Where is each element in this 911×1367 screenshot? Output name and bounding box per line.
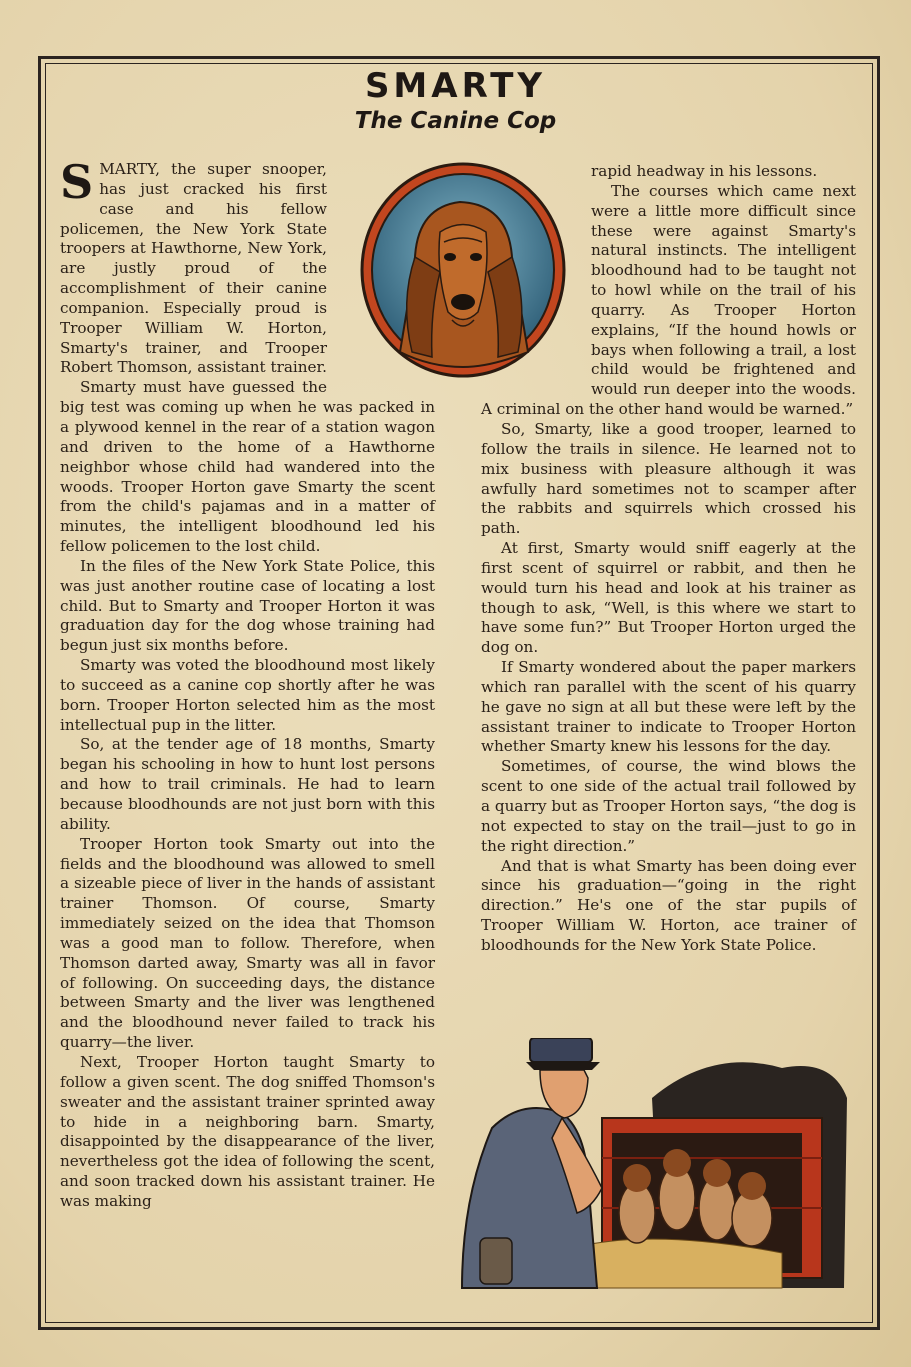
trooper-with-puppies-illustration	[452, 1038, 862, 1314]
paragraph: So, at the tender age of 18 months, Smarty began his schooling in how to hunt lost persons and how to trail criminals. He had to learn because bloodhounds are not just born with this ability.	[60, 735, 435, 833]
bloodhound-portrait	[360, 162, 566, 378]
paragraph: Smarty was voted the bloodhound most likely to succeed as a canine cop shortly after he was born. Trooper Horton selected him as the most intellectual pup in the litter.	[60, 656, 435, 734]
paragraph: Smarty must have guessed the big test was coming up when he was packed in a plywood kennel in the rear of a station wagon and driven to the home of a Hawthorne neighbor whose child had wandered into the woods. Trooper Horton gave Smarty the scent from the child's pajamas and in a matter of minutes, the intelligent bloodhound led his fellow policemen to the lost child.	[60, 378, 435, 556]
paragraph: The courses which came next were a little more difficult since these were against Smarty's natural instincts. The intelligent bloodhound had to be taught not to howl while on the trail of his quarry. As Trooper Horton explains, “If the hound howls or bays when following a trail, a lost child would be frightened and would run deeper into the woods. A criminal on the other hand would be warned.”	[481, 181, 856, 419]
paragraph-text: MARTY, the super snooper, has just cracked his first case and his fellow policemen, the New York State troopers at Hawthorne, New York, are justly proud of the accomplishment of their canine companion. Especially proud is Trooper William W. Horton, Smarty's trainer, and Trooper Robert Thomson, assistant trainer.	[60, 160, 327, 377]
paragraph: Sometimes, of course, the wind blows the scent to one side of the actual trail followed by a quarry but as Trooper Horton says, “the dog is not expected to stay on the trail—just to go in the right direction.”	[481, 757, 856, 855]
paragraph: So, Smarty, like a good trooper, learned to follow the trails in silence. He learned not to mix business with pleasure although it was awfully hard sometimes not to scamper after the rabbits and squirrels which crossed his path.	[481, 419, 856, 538]
paragraph: Next, Trooper Horton taught Smarty to follow a given scent. The dog sniffed Thomson's sweater and the assistant trainer sprinted away to hide in a neighboring barn. Smarty, disappointed by the disappearance of the liver, nevertheless got the idea of following the scent, and soon tracked down his assistant trainer. He was making	[60, 1052, 435, 1210]
paragraph: In the files of the New York State Police, this was just another routine case of locating a lost child. But to Smarty and Trooper Horton it was graduation day for the dog whose training had begun just six months before.	[60, 556, 435, 655]
paragraph: rapid headway in his lessons.	[591, 162, 818, 180]
article-title: SMARTY	[364, 66, 547, 106]
paragraph: Trooper Horton took Smarty out into the fields and the bloodhound was allowed to smell a sizeable piece of liver in the hands of assistant trainer Thomson. Of course, Smarty immediately seized on the idea that Thomson was a good man to follow. Therefore, when Thomson darted away, Smarty was all in favor of following. On succeeding days, the distance between Smarty and the liver was lengthened and the bloodhound never failed to track his quarry—the liver.	[60, 834, 435, 1052]
paragraph: And that is what Smarty has been doing ever since his graduation—“going in the right direction.” He's one of the star pupils of Trooper William W. Horton, ace trainer of bloodhounds for the New York State Police.	[481, 856, 856, 954]
paragraph: At first, Smarty would sniff eagerly at the first scent of squirrel or rabbit, and then he would turn his head and look at his trainer as though to ask, “Well, is this where we start to have some fun?” But Trooper Horton urged the dog on.	[481, 539, 856, 657]
paragraph: If Smarty wondered about the paper markers which ran parallel with the scent of his quarry he gave no sign at all but these were left by the assistant trainer to indicate to Trooper Horton whether Smarty knew his lessons for the day.	[481, 658, 856, 756]
article-subtitle: The Canine Cop	[354, 108, 557, 134]
drop-cap: S	[60, 155, 94, 209]
